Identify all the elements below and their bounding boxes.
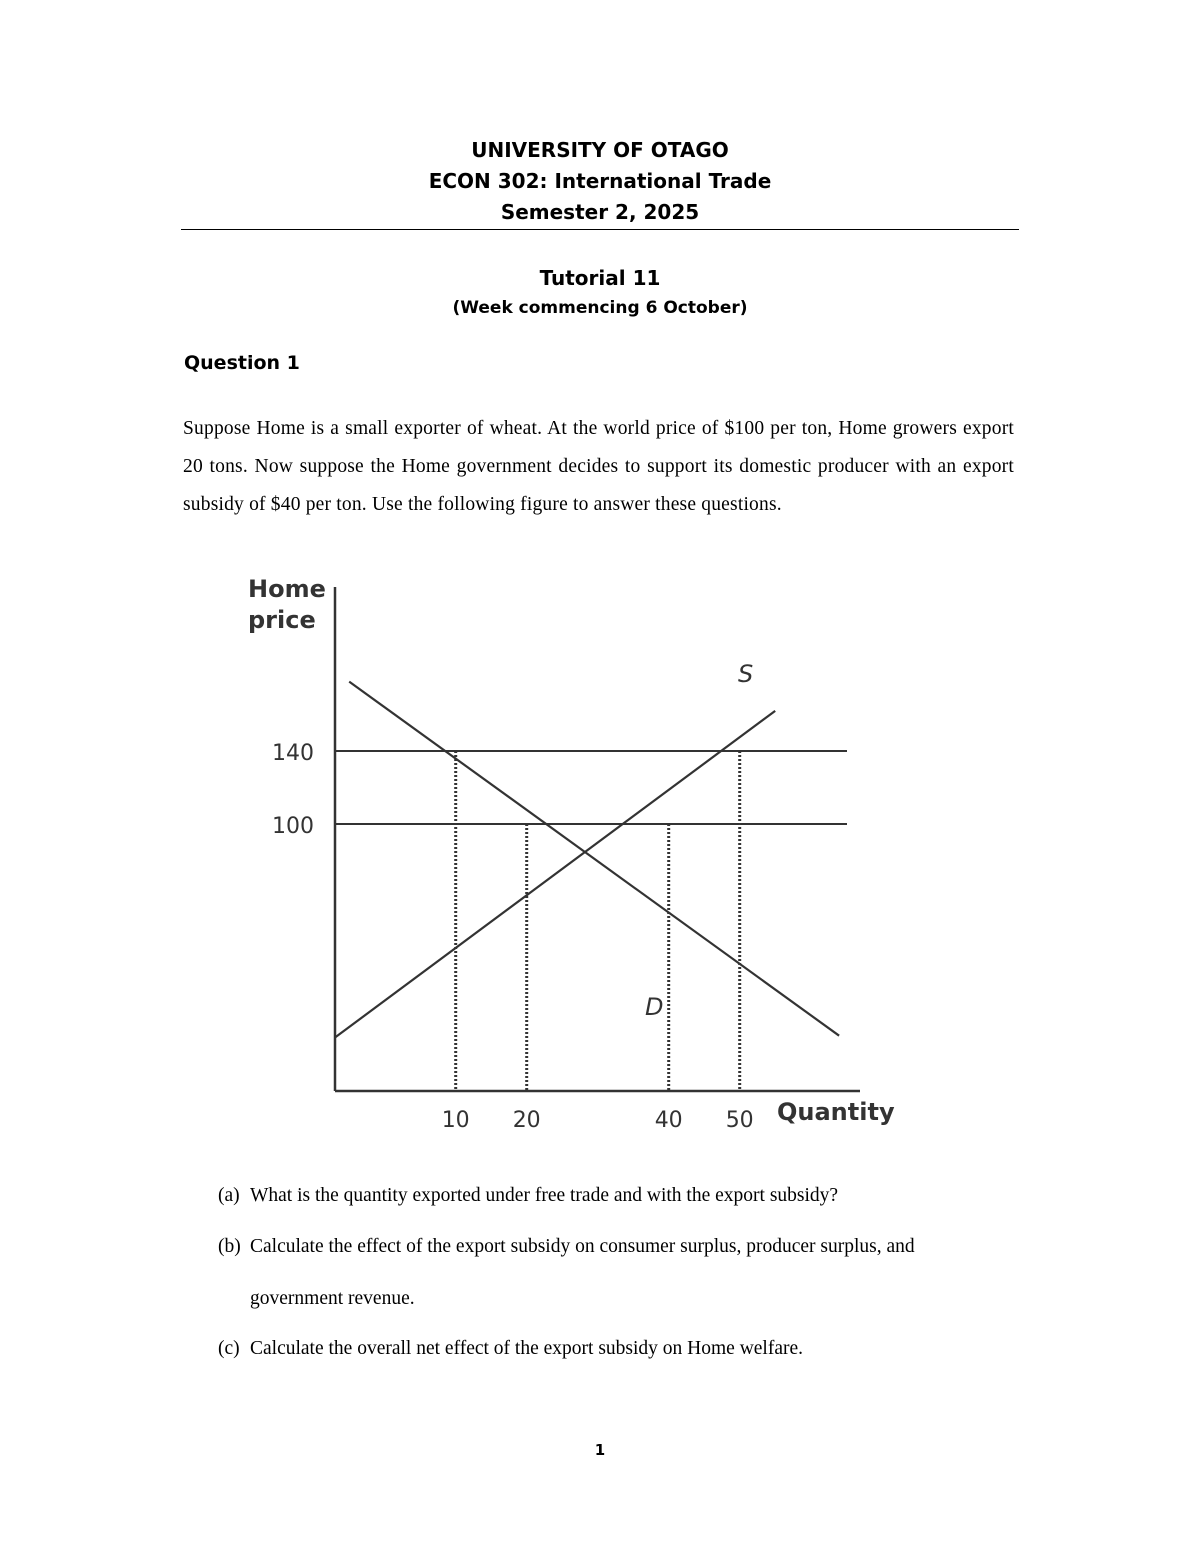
- curve-s: [335, 711, 775, 1038]
- subquestion-b-label: (b): [218, 1236, 241, 1257]
- tutorial-title: Tutorial 11: [539, 266, 661, 290]
- curve-d: [349, 682, 839, 1036]
- university-title: UNIVERSITY OF OTAGO: [471, 138, 729, 162]
- x-tick-20: 20: [512, 1108, 541, 1133]
- supply-label: S: [738, 660, 754, 688]
- x-tick-50: 50: [725, 1108, 754, 1133]
- question-heading: Question 1: [184, 352, 300, 374]
- demand-label: D: [645, 993, 664, 1021]
- question-body: Suppose Home is a small exporter of wheat. At the world price of $100 per ton, Home growers export 20 tons. Now suppose the Home government decides to support its domestic producer with an export subsidy of $40 per ton. Use the following figure to answer these questions.: [183, 418, 1014, 515]
- y-tick-100: 100: [272, 814, 314, 839]
- y-tick-140: 140: [272, 741, 314, 766]
- y-axis-label-line2: price: [248, 606, 316, 634]
- week-subtitle: (Week commencing 6 October): [452, 298, 748, 318]
- y-axis-label-line1: Home: [248, 575, 326, 603]
- subquestion-c-text: Calculate the overall net effect of the export subsidy on Home welfare.: [250, 1338, 804, 1359]
- subquestion-a-label: (a): [218, 1185, 240, 1206]
- course-title: ECON 302: International Trade: [428, 169, 772, 193]
- subquestion-c-label: (c): [218, 1338, 240, 1359]
- subquestion-a-text: What is the quantity exported under free trade and with the export subsidy?: [250, 1185, 839, 1206]
- semester-title: Semester 2, 2025: [500, 200, 700, 224]
- subquestion-b-text: Calculate the effect of the export subsidy on consumer surplus, producer surplus, and: [250, 1236, 915, 1257]
- page-number: 1: [594, 1441, 606, 1459]
- subquestion-b-continued: government revenue.: [250, 1288, 415, 1309]
- x-tick-40: 40: [654, 1108, 683, 1133]
- x-axis-label: Quantity: [777, 1098, 895, 1126]
- x-tick-10: 10: [441, 1108, 470, 1133]
